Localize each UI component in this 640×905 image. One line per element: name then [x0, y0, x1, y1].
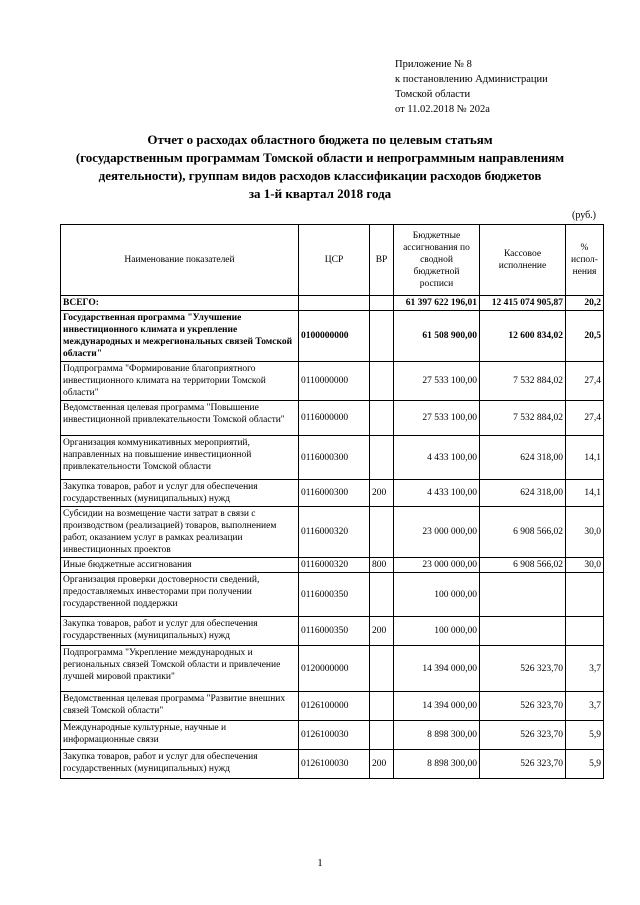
row-cash-cell: 7 532 884,02 [480, 362, 566, 401]
row-percent-cell: 5,9 [566, 721, 604, 750]
row-cash-cell [480, 573, 566, 617]
report-title [40, 131, 600, 203]
row-budget-cell: 8 898 300,00 [394, 721, 480, 750]
row-vr-cell [370, 436, 394, 480]
row-vr-cell: 200 [370, 480, 394, 507]
row-name-cell: Государственная программа "Улучшение инвестиционного климата и укрепление международных и межрегиональных связей Томской области" [61, 311, 299, 362]
row-name-cell: Ведомственная целевая программа "Повышение инвестиционной привлекательности Томской области" [61, 401, 299, 436]
row-name-cell: ВСЕГО: [61, 296, 299, 311]
row-budget-cell: 61 397 622 196,01 [394, 296, 480, 311]
row-vr-cell [370, 646, 394, 692]
table-header-row [61, 225, 604, 296]
appendix-line: к постановлению Администрации [395, 74, 548, 85]
row-name-cell: Иные бюджетные ассигнования [61, 558, 299, 573]
header-csr: ЦСР [299, 225, 370, 296]
row-vr-cell [370, 362, 394, 401]
title-line: (государственным программам Томской области и непрограммным направлениям [75, 150, 565, 165]
row-percent-cell: 14,1 [566, 480, 604, 507]
row-budget-cell: 100 000,00 [394, 617, 480, 646]
row-csr-cell: 0116000350 [299, 617, 370, 646]
header-name: Наименование показателей [61, 225, 299, 296]
row-percent-cell [566, 573, 604, 617]
table-row [61, 558, 604, 573]
row-budget-cell: 14 394 000,00 [394, 646, 480, 692]
row-budget-cell: 100 000,00 [394, 573, 480, 617]
row-percent-cell: 27,4 [566, 401, 604, 436]
table-row [61, 362, 604, 401]
row-budget-cell: 23 000 000,00 [394, 507, 480, 558]
row-csr-cell [299, 296, 370, 311]
row-name-cell: Ведомственная целевая программа "Развитие внешних связей Томской области" [61, 692, 299, 721]
row-cash-cell: 526 323,70 [480, 721, 566, 750]
row-budget-cell: 27 533 100,00 [394, 362, 480, 401]
table-row [61, 750, 604, 779]
row-percent-cell: 3,7 [566, 646, 604, 692]
row-csr-cell: 0116000000 [299, 401, 370, 436]
table-row [61, 507, 604, 558]
table-row [61, 573, 604, 617]
row-budget-cell: 61 508 900,00 [394, 311, 480, 362]
appendix-line: Томской области [395, 89, 471, 100]
row-vr-cell [370, 692, 394, 721]
row-budget-cell: 8 898 300,00 [394, 750, 480, 779]
row-cash-cell: 526 323,70 [480, 692, 566, 721]
row-percent-cell: 3,7 [566, 692, 604, 721]
row-csr-cell: 0100000000 [299, 311, 370, 362]
row-name-cell: Организация коммуникативных мероприятий, направленных на повышение инвестиционной привлекательности Томской области [61, 436, 299, 480]
row-percent-cell [566, 617, 604, 646]
table-row [61, 646, 604, 692]
row-budget-cell: 4 433 100,00 [394, 480, 480, 507]
row-name-cell: Закупка товаров, работ и услуг для обеспечения государственных (муниципальных) нужд [61, 480, 299, 507]
row-name-cell: Субсидии на возмещение части затрат в связи с производством (реализацией) товаров, выполнением работ, оказанием услуг в рамках реализации инвестиционных проектов [61, 507, 299, 558]
row-csr-cell: 0116000320 [299, 558, 370, 573]
row-vr-cell [370, 721, 394, 750]
row-vr-cell [370, 296, 394, 311]
row-csr-cell: 0126100030 [299, 721, 370, 750]
row-vr-cell: 200 [370, 617, 394, 646]
table-row [61, 480, 604, 507]
budget-table [60, 224, 604, 779]
row-percent-cell: 20,5 [566, 311, 604, 362]
row-percent-cell: 5,9 [566, 750, 604, 779]
row-budget-cell: 23 000 000,00 [394, 558, 480, 573]
row-name-cell: Подпрограмма "Укрепление международных и региональных связей Томской области и привлечение лучшей мировой практики" [61, 646, 299, 692]
row-percent-cell: 14,1 [566, 436, 604, 480]
row-name-cell: Закупка товаров, работ и услуг для обеспечения государственных (муниципальных) нужд [61, 617, 299, 646]
table-row [61, 721, 604, 750]
row-percent-cell: 20,2 [566, 296, 604, 311]
row-cash-cell: 526 323,70 [480, 750, 566, 779]
row-cash-cell: 6 908 566,02 [480, 558, 566, 573]
currency-unit: (руб.) [572, 210, 596, 221]
row-percent-cell: 30,0 [566, 507, 604, 558]
header-vr: ВР [370, 225, 394, 296]
header-budget: Бюджетные ассигнования по сводной бюджетной росписи [394, 225, 480, 296]
table-row [61, 311, 604, 362]
page-number: 1 [317, 857, 323, 869]
row-cash-cell: 12 415 074 905,87 [480, 296, 566, 311]
table-row [61, 692, 604, 721]
row-vr-cell: 200 [370, 750, 394, 779]
row-vr-cell [370, 573, 394, 617]
row-budget-cell: 27 533 100,00 [394, 401, 480, 436]
row-cash-cell: 6 908 566,02 [480, 507, 566, 558]
row-csr-cell: 0120000000 [299, 646, 370, 692]
row-percent-cell: 30,0 [566, 558, 604, 573]
row-csr-cell: 0126100030 [299, 750, 370, 779]
table-row [61, 401, 604, 436]
row-name-cell: Организация проверки достоверности сведений, предоставляемых инвесторами при получении государственной поддержки [61, 573, 299, 617]
row-cash-cell: 526 323,70 [480, 646, 566, 692]
row-budget-cell: 14 394 000,00 [394, 692, 480, 721]
table-row [61, 436, 604, 480]
row-cash-cell: 7 532 884,02 [480, 401, 566, 436]
row-name-cell: Подпрограмма "Формирование благоприятного инвестиционного климата на территории Томской области" [61, 362, 299, 401]
table-row [61, 296, 604, 311]
row-vr-cell [370, 507, 394, 558]
row-vr-cell [370, 401, 394, 436]
row-csr-cell: 0116000300 [299, 436, 370, 480]
row-vr-cell: 800 [370, 558, 394, 573]
row-name-cell: Закупка товаров, работ и услуг для обеспечения государственных (муниципальных) нужд [61, 750, 299, 779]
title-line: деятельности), группам видов расходов классификации расходов бюджетов [98, 168, 542, 183]
header-percent: % испол-нения [566, 225, 604, 296]
row-cash-cell: 624 318,00 [480, 480, 566, 507]
row-csr-cell: 0110000000 [299, 362, 370, 401]
row-percent-cell: 27,4 [566, 362, 604, 401]
title-line: за 1-й квартал 2018 года [248, 186, 392, 201]
row-cash-cell: 12 600 834,02 [480, 311, 566, 362]
row-cash-cell [480, 617, 566, 646]
title-line: Отчет о расходах областного бюджета по целевым статьям [147, 132, 493, 147]
row-vr-cell [370, 311, 394, 362]
row-cash-cell: 624 318,00 [480, 436, 566, 480]
appendix-block [395, 57, 548, 117]
row-budget-cell: 4 433 100,00 [394, 436, 480, 480]
row-csr-cell: 0116000350 [299, 573, 370, 617]
row-name-cell: Международные культурные, научные и информационные связи [61, 721, 299, 750]
row-csr-cell: 0116000320 [299, 507, 370, 558]
header-cash: Кассовое исполнение [480, 225, 566, 296]
row-csr-cell: 0116000300 [299, 480, 370, 507]
appendix-line: от 11.02.2018 № 202а [395, 104, 490, 115]
appendix-line: Приложение № 8 [395, 59, 472, 70]
table-row [61, 617, 604, 646]
row-csr-cell: 0126100000 [299, 692, 370, 721]
